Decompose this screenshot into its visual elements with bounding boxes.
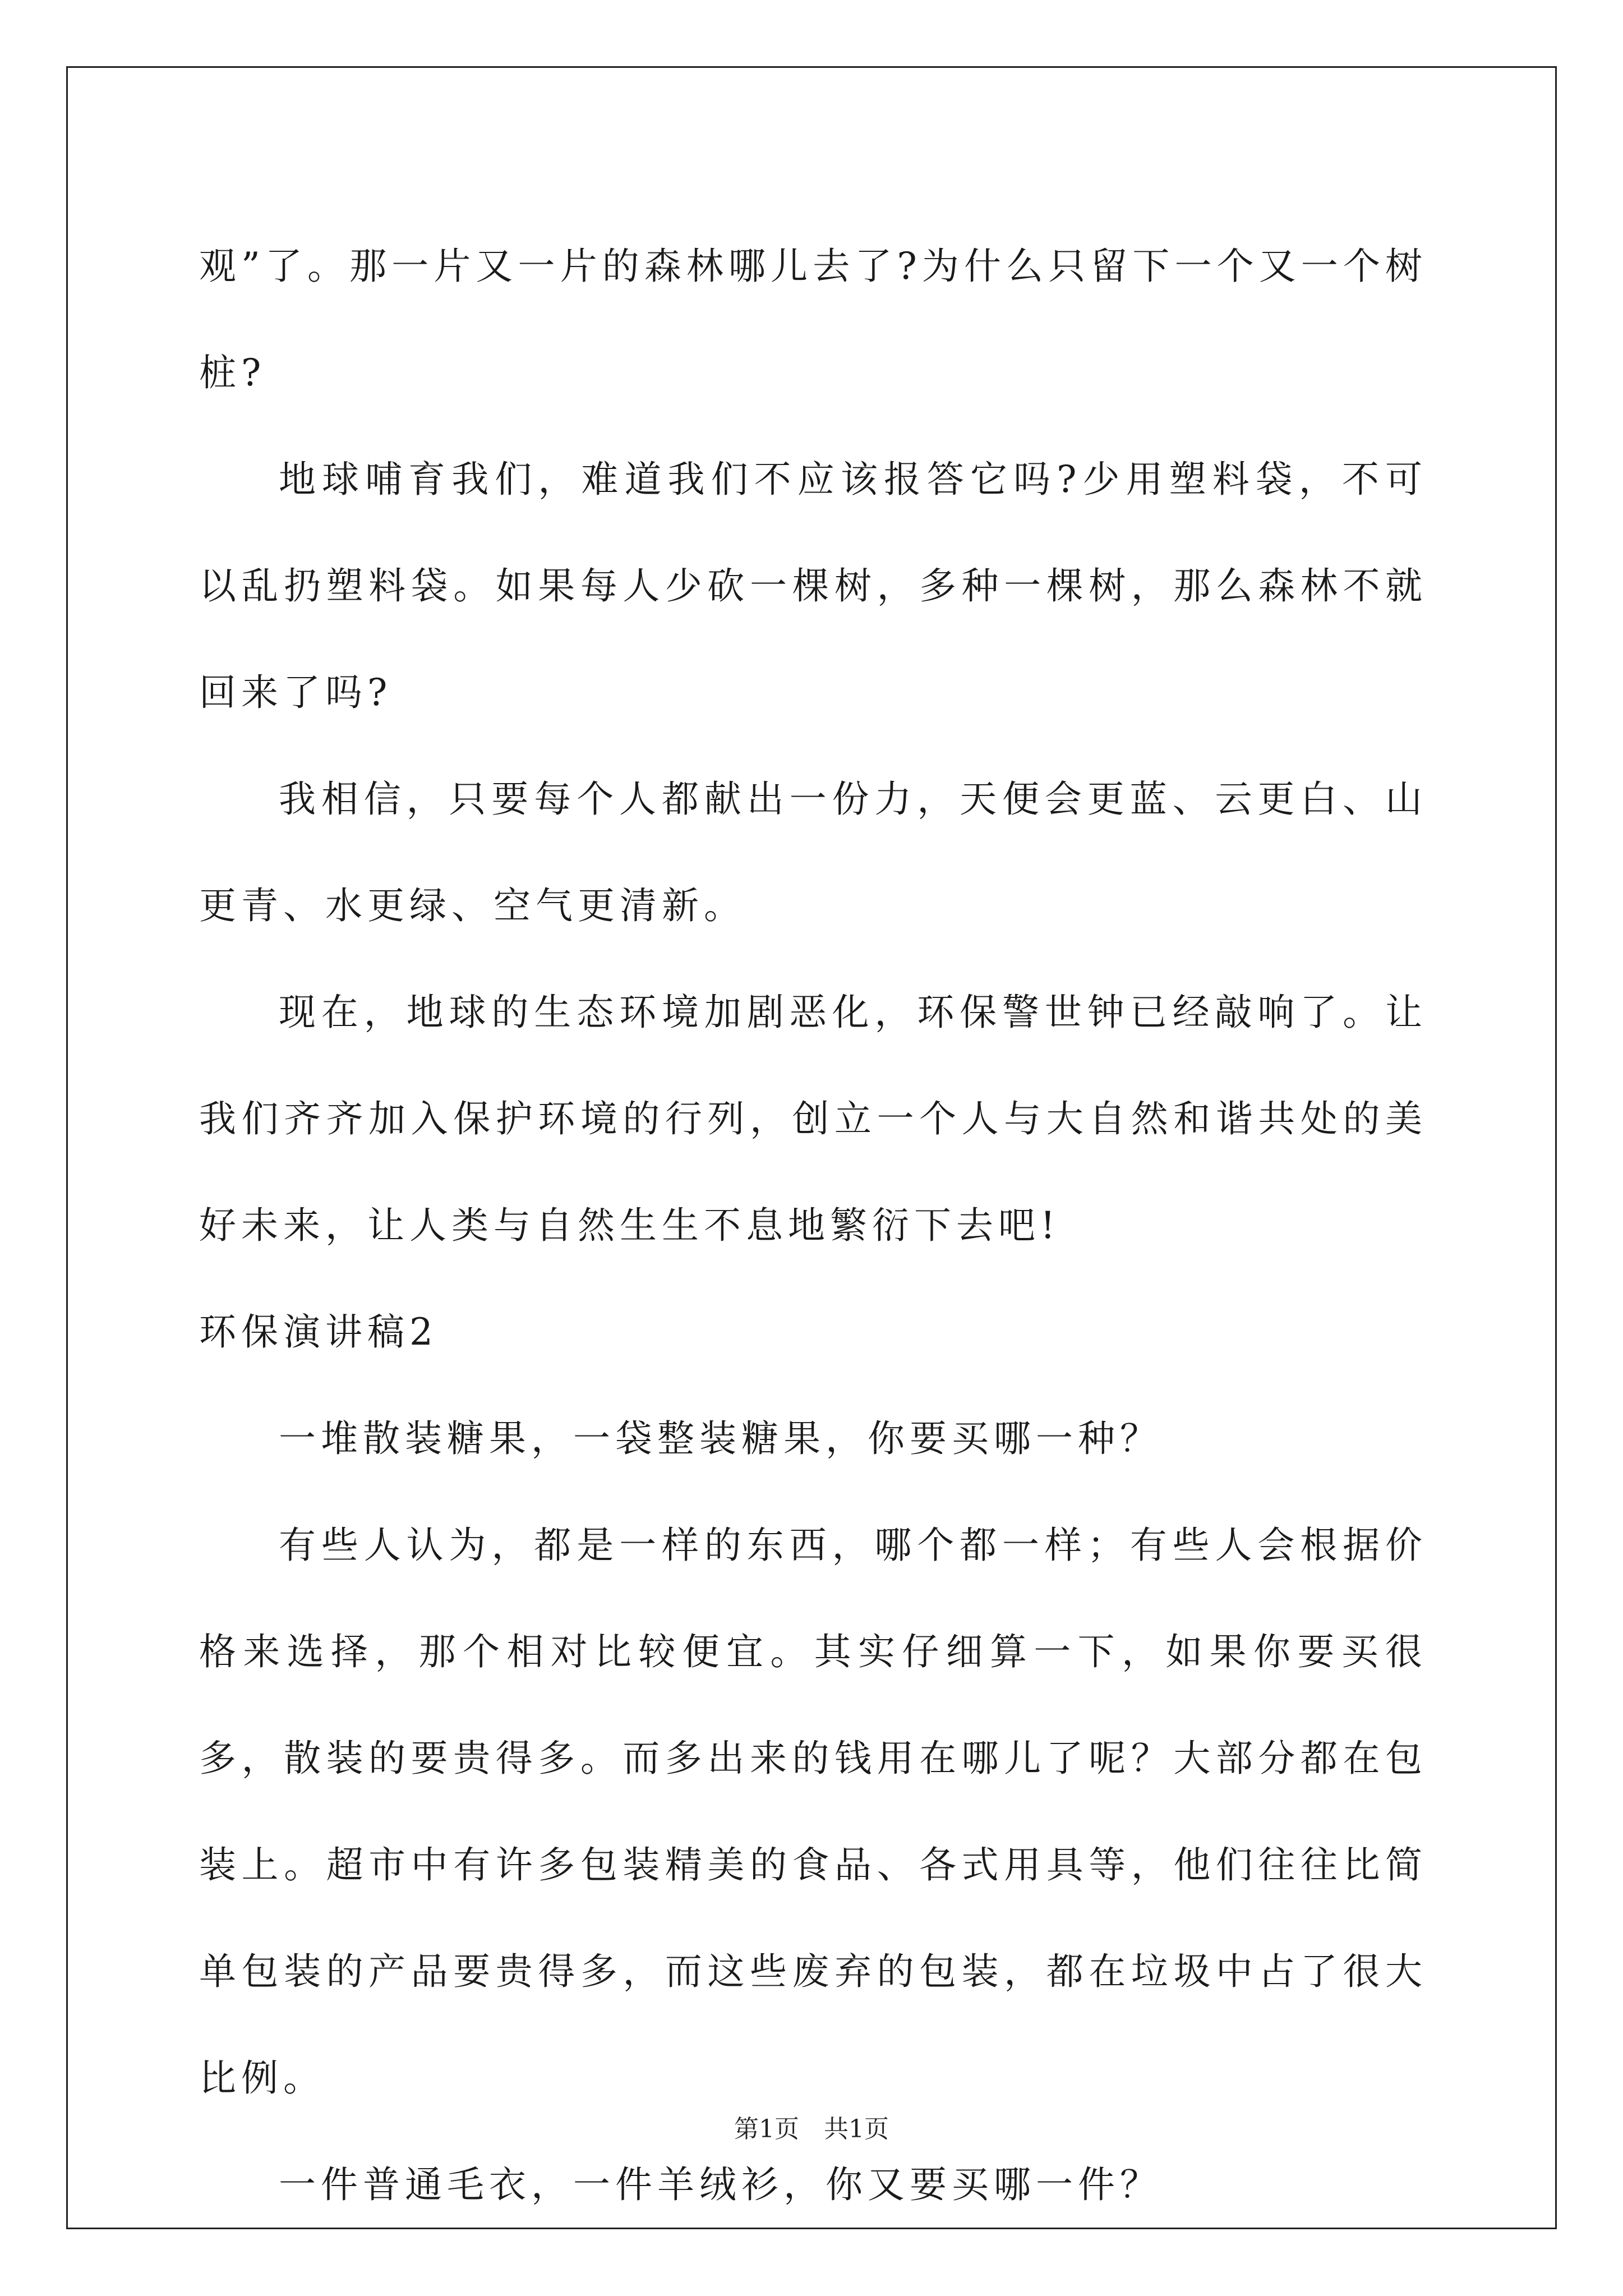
paragraph-i-believe: 我相信，只要每个人都献出一份力，天便会更蓝、云更白、山更青、水更绿、空气更清新。 — [199, 777, 1427, 927]
paragraph-sweater-question: 一件普通毛衣，一件羊绒衫，你又要买哪一件？ — [279, 2163, 1162, 2206]
document-body — [199, 213, 1427, 2238]
page-footer: 第1页 共1页 — [734, 2115, 889, 2143]
paragraph-candy-question: 一堆散装糖果，一袋整装糖果，你要买哪一种？ — [279, 1417, 1162, 1460]
paragraph-continuation: 观”了。那一片又一片的森林哪儿去了?为什么只留下一个又一个树桩? — [199, 245, 1427, 394]
paragraph-earth-nurtures-us: 地球哺育我们，难道我们不应该报答它吗?少用塑料袋，不可以乱扔塑料袋。如果每人少砍一棵树，多种一棵树，那么森林不就回来了吗? — [199, 458, 1427, 714]
paragraph-packaging-cost: 有些人认为，都是一样的东西，哪个都一样；有些人会根据价格来选择，那个相对比较便宜。其实仔细算一下，如果你要买很多，散装的要贵得多。而多出来的钱用在哪儿了呢？大部分都在包装上。超市中有许多包装精美的食品、各式用具等，他们往往比简单包装的产品要贵得多，而这些废弃的包装，都在垃圾中占了很大比例。 — [199, 1524, 1427, 2100]
section-heading: 环保演讲稿2 — [199, 1310, 438, 1354]
paragraph-now-environment: 现在，地球的生态环境加剧恶化，环保警世钟已经敲响了。让我们齐齐加入保护环境的行列，创立一个人与大自然和谐共处的美好未来，让人类与自然生生不息地繁衍下去吧! — [199, 991, 1427, 1247]
